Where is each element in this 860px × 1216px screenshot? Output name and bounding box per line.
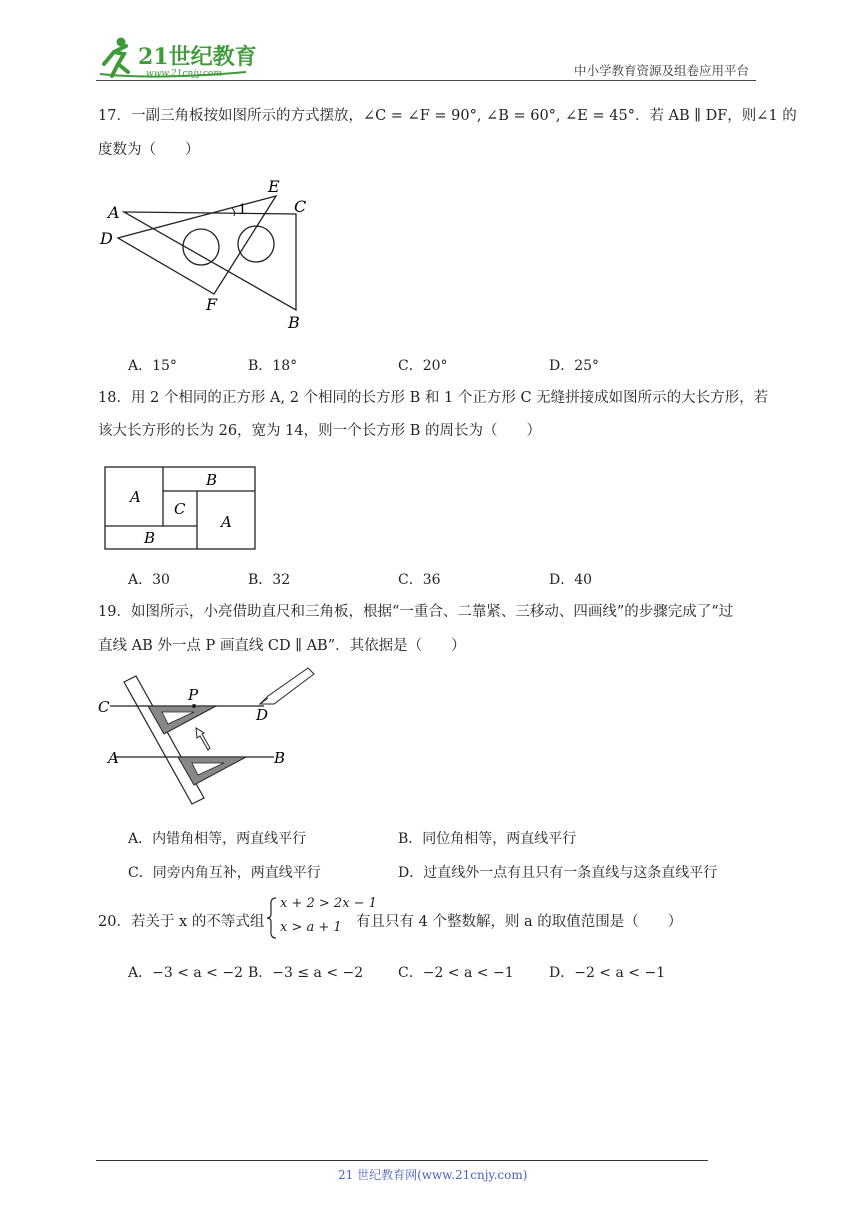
q20-system-brace: [266, 896, 278, 944]
q18-option-b[interactable]: B．32: [248, 572, 291, 588]
q20-option-c[interactable]: C．−2 < a < −1: [398, 965, 514, 981]
q19-label-p: P: [188, 686, 199, 704]
q17-stem-line1: 17．一副三角板按如图所示的方式摆放，∠C = ∠F = 90°, ∠B = 60°, ∠E = 45°．若 AB ∥ DF，则∠1 的: [98, 108, 797, 124]
q17-label-d: D: [100, 229, 113, 248]
q17-label-c: C: [294, 197, 307, 216]
q17-label-b: B: [288, 313, 300, 332]
q19-stem-line1: 19．如图所示，小亮借助直尺和三角板，根据“一重合、二靠紧、三移动、四画线”的步骤完成了“过: [98, 604, 734, 620]
q19-stem-line2: 直线 AB 外一点 P 画直线 CD ∥ AB”．其依据是（ ）: [98, 638, 466, 654]
q17-option-b[interactable]: B．18°: [248, 358, 298, 374]
q18-stem-line1: 18．用 2 个相同的正方形 A, 2 个相同的长方形 B 和 1 个正方形 C 无缝拼接成如图所示的大长方形，若: [98, 390, 769, 406]
q20-option-a[interactable]: A．−3 < a < −2: [128, 965, 243, 981]
footer-divider: [96, 1160, 708, 1161]
q18-option-c[interactable]: C．36: [398, 572, 441, 588]
q17-label-f: F: [206, 295, 218, 314]
q19-label-d: D: [256, 706, 269, 724]
q19-label-a: A: [108, 749, 119, 767]
q19-option-d[interactable]: D．过直线外一点有且只有一条直线与这条直线平行: [398, 865, 718, 881]
q18-option-d[interactable]: D．40: [549, 572, 593, 588]
q18-label-b1: B: [206, 471, 218, 489]
q19-option-c[interactable]: C．同旁内角互补，两直线平行: [128, 865, 321, 881]
q18-label-b2: B: [144, 529, 156, 547]
q17-label-angle1: 1: [238, 202, 247, 218]
q20-option-d[interactable]: D．−2 < a < −1: [549, 965, 666, 981]
q17-stem-line2: 度数为（ ）: [98, 142, 200, 158]
q18-label-a1: A: [130, 488, 141, 506]
q17-option-a[interactable]: A．15°: [128, 358, 177, 374]
q18-label-c: C: [174, 500, 186, 518]
q18-stem-line2: 该大长方形的长为 26，宽为 14，则一个长方形 B 的周长为（ ）: [98, 423, 541, 439]
q18-option-a[interactable]: A．30: [128, 572, 170, 588]
header-platform-text: 中小学教育资源及组卷应用平台: [574, 63, 750, 78]
q17-option-c[interactable]: C．20°: [398, 358, 448, 374]
q20-system-eq1: x + 2 > 2x − 1: [280, 896, 377, 911]
q17-figure: [96, 174, 326, 338]
q17-label-a: A: [108, 203, 120, 222]
q20-stem-prefix: 20．若关于 x 的不等式组: [98, 914, 265, 930]
header-divider: [96, 80, 756, 81]
q19-figure: [96, 664, 326, 820]
q20-system-eq2: x > a + 1: [280, 920, 342, 935]
q20-stem-suffix: 有且只有 4 个整数解，则 a 的取值范围是（ ）: [356, 914, 683, 930]
q19-label-b: B: [274, 749, 286, 767]
q19-option-b[interactable]: B．同位角相等，两直线平行: [398, 831, 577, 847]
q18-label-a2: A: [221, 513, 232, 531]
footer-text[interactable]: 21 世纪教育网(www.21cnjy.com): [338, 1168, 528, 1182]
q17-label-e: E: [268, 177, 280, 196]
q17-option-d[interactable]: D．25°: [549, 358, 600, 374]
q19-option-a[interactable]: A．内错角相等，两直线平行: [128, 831, 307, 847]
q19-label-c: C: [98, 698, 110, 716]
logo-text: 21世纪教育: [138, 44, 257, 70]
q20-option-b[interactable]: B．−3 ≤ a < −2: [248, 965, 364, 981]
site-logo: [96, 34, 266, 80]
q18-figure: [104, 466, 258, 556]
logo-url: www.21cnjy.com: [146, 69, 222, 79]
